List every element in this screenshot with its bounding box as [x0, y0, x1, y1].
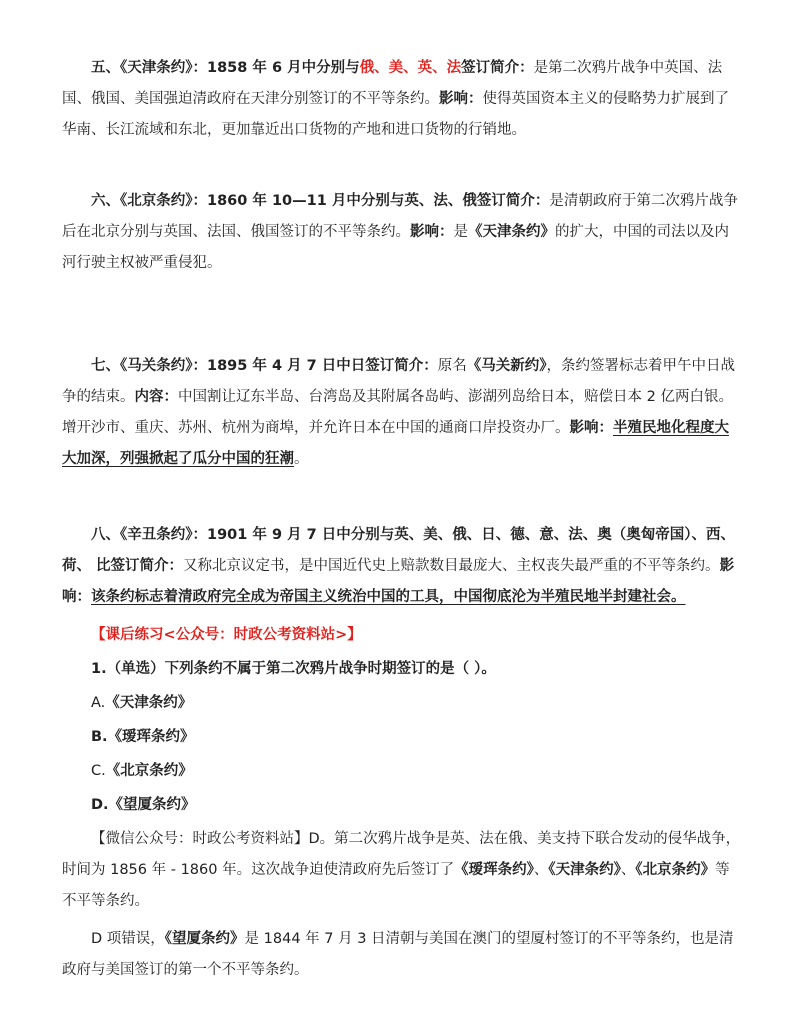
option-b [91, 722, 195, 753]
impact-text: 是 [453, 224, 468, 240]
option-d-explanation [62, 924, 742, 986]
section-treaty-of-shimonoseki [62, 351, 742, 475]
section-heading: 六、《北京条约》：1860 年 10—11 月中分别与英、法、俄签订简介： [91, 193, 550, 209]
treaty-name: 《天津条约》 [548, 862, 621, 878]
section-boxer-protocol [62, 520, 742, 613]
content-text: 中国割让辽东半岛、台湾岛及其附属各岛屿、澎湖列岛给日本，赔偿日本 2 亿两白银。增开沙市、重庆、苏州、杭州为商埠，并允许日本在中国的通商口岸投资办厂。 [62, 389, 733, 436]
option-d [91, 790, 196, 821]
explain-text: 是 1844 年 7 月 3 日清朝与美国在澳门的望厦村签订的不平等条约，也是清政府与美国签订的第一个不平等条约。 [62, 931, 734, 978]
separator: 、 [432, 60, 447, 76]
option-c [91, 756, 193, 787]
treaty-name: 《天津条约》 [468, 224, 555, 240]
option-text: 《瑷珲条约》 [107, 729, 195, 745]
separator: 、 [403, 60, 418, 76]
treaty-name: 《北京条约》 [635, 862, 716, 878]
impact-text: 半殖民地化程度大大加深，列强掀起了瓜分中国的狂潮 [62, 420, 729, 467]
option-key: B. [91, 729, 108, 745]
intro-text: 又称北京议定书，是中国近代史上赔款数目最庞大、主权丧失最严重的不平等条约。 [183, 558, 720, 574]
impact-label: 影响： [410, 224, 454, 240]
country-usa: 美 [388, 60, 404, 76]
option-text: 《望厦条约》 [108, 797, 196, 813]
option-key: C. [91, 763, 106, 779]
intro-text: 是第二次鸦片战争中英国、法国、俄国、美国强迫清政府在天津分别签订的不平等条约。 [62, 60, 723, 107]
option-text: 《北京条约》 [105, 763, 193, 779]
option-a [91, 688, 192, 719]
option-key: D. [91, 797, 109, 813]
country-france: 法 [446, 60, 462, 76]
impact-label: 影响： [569, 420, 613, 436]
intro-label: 签订简介： [461, 60, 534, 76]
country-britain: 英 [417, 60, 433, 76]
intro-text: 是清朝政府于第二次鸦片战争后在北京分别与英国、法国、俄国签订的不平等条约。 [62, 193, 738, 240]
section-heading: 七、《马关条约》：1895 年 4 月 7 日中日签订简介： [91, 358, 438, 374]
question-text: 1.（单选）下列条约不属于第二次鸦片战争时期签订的是（ ）。 [91, 661, 496, 677]
intro-text: 原名 [437, 358, 467, 374]
separator: 、 [374, 60, 389, 76]
option-text: 《天津条约》 [105, 695, 193, 711]
impact-text: 使得英国资本主义的侵略势力扩展到了华南、长江流域和东北，更加靠近出口货物的产地和进口货物的行销地。 [62, 91, 729, 138]
country-russia: 俄 [359, 60, 375, 76]
answer-text: 【微信公众号：时政公考资料站】D。第二次鸦片战争是英、法在俄、美支持下联合发动的侵华战争，时间为 1856 年 - 1860 年。这次战争迫使清政府先后签订了 [62, 831, 741, 878]
section-convention-of-peking [62, 186, 742, 279]
separator: 、 [533, 862, 549, 878]
option-key: A. [91, 695, 106, 711]
impact-text: 该条约标志着清政府完全成为帝国主义统治中国的工具，中国彻底沦为半殖民地半封建社会。 [91, 589, 686, 605]
explain-text: D 项错误， [91, 931, 165, 947]
treaty-name: 《望厦条约》 [164, 931, 245, 947]
impact-label: 影响： [62, 558, 735, 605]
intro-text: ，条约签署标志着甲午中日战争的结束。 [62, 358, 736, 405]
section-heading: 五、《天津条约》：1858 年 6 月中分别与 [91, 60, 360, 76]
treaty-name: 《马关新约》 [466, 358, 547, 374]
answer-explanation [62, 824, 742, 917]
impact-label: 影响： [439, 91, 483, 107]
separator: 、 [620, 862, 636, 878]
period: 。 [294, 451, 309, 467]
practice-title: 【课后练习<公众号：时政公考资料站>】 [91, 627, 362, 643]
section-treaty-of-tianjin [62, 53, 742, 146]
section-heading: 八、《辛丑条约》：1901 年 9 月 7 日中分别与英、美、俄、日、德、意、法、奥（奥匈帝国）、西、荷、 比签订简介： [62, 527, 736, 574]
answer-text: 等不平等条约。 [62, 862, 730, 909]
content-label: 内容： [134, 389, 178, 405]
impact-text: 的扩大，中国的司法以及内河行驶主权被严重侵犯。 [62, 224, 729, 271]
treaty-name: 《瑷珲条约》 [454, 862, 534, 878]
